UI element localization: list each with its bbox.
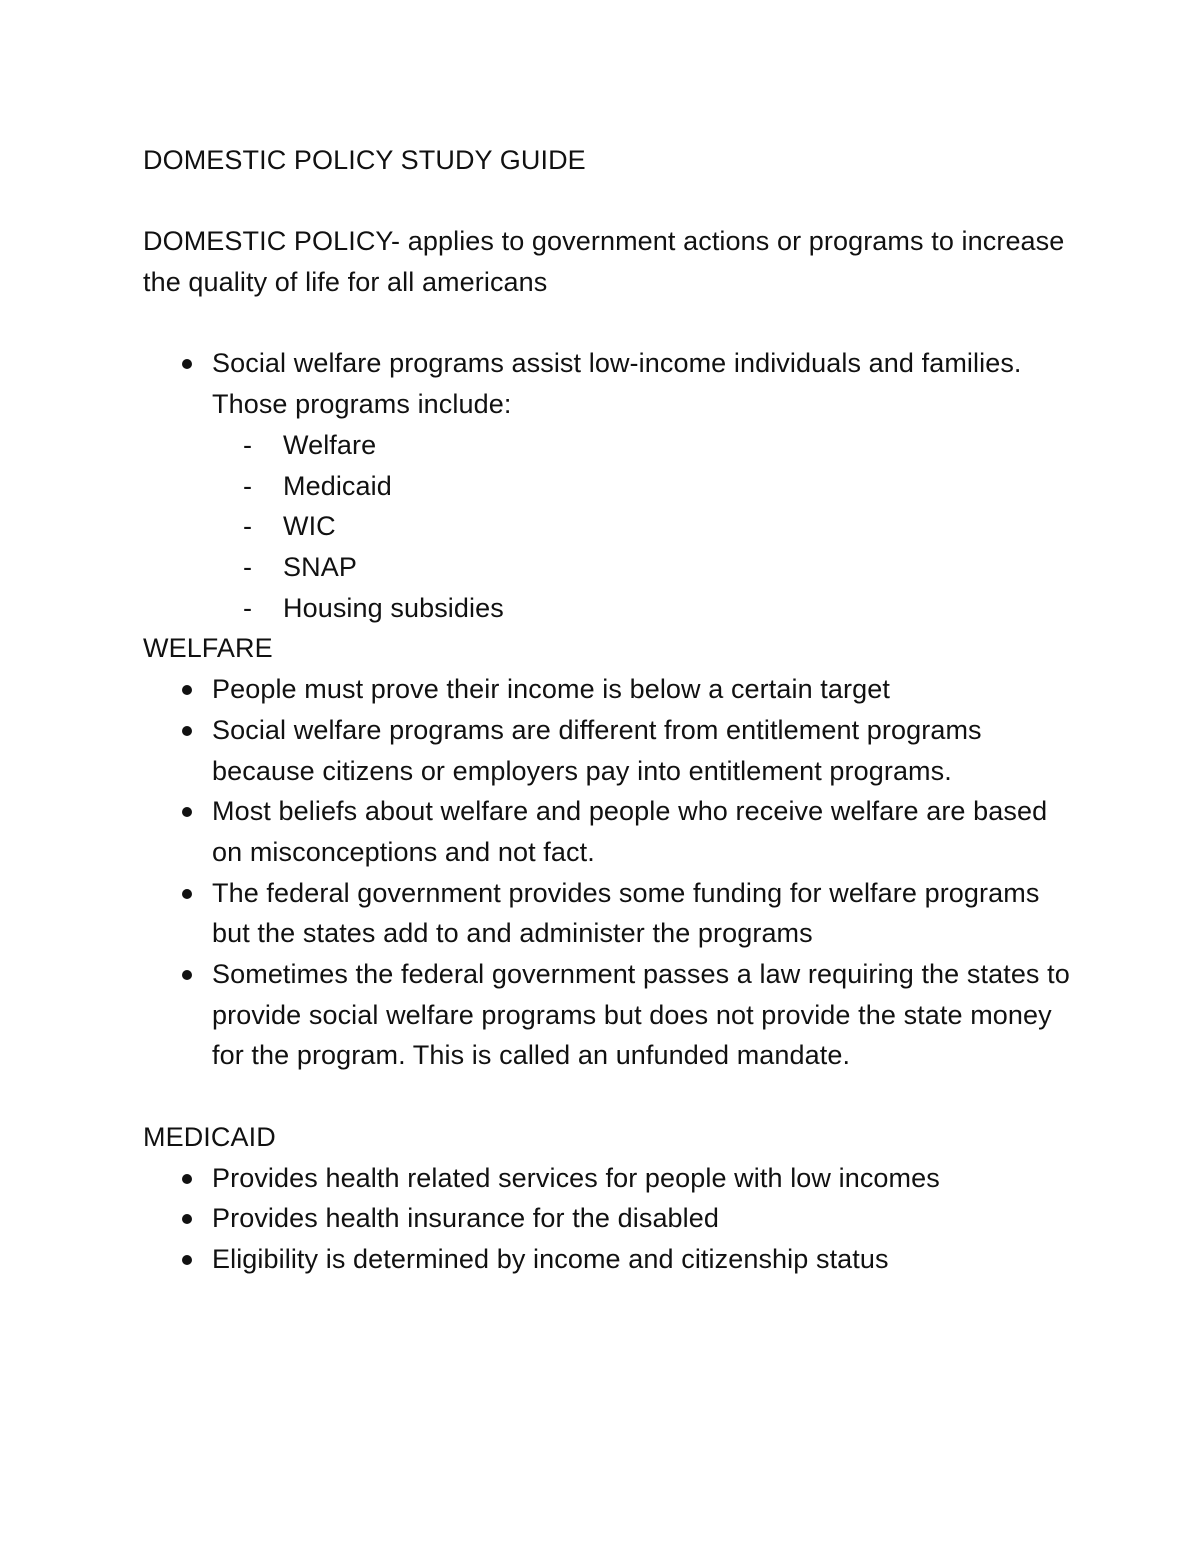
list-item-text: People must prove their income is below a certain target xyxy=(212,674,890,705)
list-item xyxy=(143,1239,1083,1280)
list-item-text: Most beliefs about welfare and people who receive welfare are based on misconceptions and not fact. xyxy=(212,796,1048,867)
program-name: Welfare xyxy=(283,429,377,460)
programs-list xyxy=(212,425,1083,629)
list-item xyxy=(212,588,1083,629)
list-item xyxy=(212,547,1083,588)
list-item xyxy=(143,343,1083,628)
intro-list xyxy=(143,343,1083,628)
bullet-icon xyxy=(182,359,192,369)
spacer xyxy=(143,181,1083,222)
list-item-text: Social welfare programs are different from entitlement programs because citizens or employers pay into entitlement programs. xyxy=(212,714,982,786)
spacer xyxy=(143,1076,1083,1117)
program-name: Medicaid xyxy=(283,470,392,501)
section-heading-medicaid: MEDICAID xyxy=(143,1121,276,1152)
bullet-icon xyxy=(182,726,192,736)
list-item xyxy=(143,1158,1083,1199)
bullet-icon xyxy=(182,1214,192,1224)
program-name: SNAP xyxy=(283,552,357,582)
medicaid-list xyxy=(143,1158,1083,1280)
list-item-text: The federal government provides some funding for welfare programs but the states add to and administer the programs xyxy=(212,877,1040,949)
list-item xyxy=(143,954,1083,1076)
list-item xyxy=(212,506,1083,547)
list-item xyxy=(143,669,1083,710)
list-item xyxy=(212,425,1083,466)
bullet-icon xyxy=(182,970,192,980)
list-item-text: Provides health insurance for the disabled xyxy=(212,1203,720,1234)
definition-paragraph: DOMESTIC POLICY- applies to government actions or programs to increase the quality of life for all americans xyxy=(143,226,1065,298)
document-body xyxy=(143,140,1083,1280)
program-name: Housing subsidies xyxy=(283,592,504,623)
list-item xyxy=(143,1198,1083,1239)
document-title: DOMESTIC POLICY STUDY GUIDE xyxy=(143,145,586,175)
bullet-icon xyxy=(182,1174,192,1184)
list-item xyxy=(143,710,1083,791)
bullet-icon xyxy=(182,807,192,817)
list-item-text: Sometimes the federal government passes a law requiring the states to provide social welfare programs but does not provide the state money for the program. This is called an unfunded mandate. xyxy=(212,959,1070,1071)
list-item xyxy=(212,466,1083,507)
dash-icon: - xyxy=(243,552,253,582)
bullet-icon xyxy=(182,1255,192,1265)
section-heading-welfare: WELFARE xyxy=(143,633,273,664)
program-name: WIC xyxy=(283,511,336,542)
list-item-text: Eligibility is determined by income and citizenship status xyxy=(212,1243,889,1274)
list-item-text: Provides health related services for people with low incomes xyxy=(212,1162,940,1193)
welfare-list xyxy=(143,669,1083,1076)
list-item xyxy=(143,873,1083,954)
list-item-text: Social welfare programs assist low-income individuals and families. Those programs include: xyxy=(212,348,1022,420)
spacer xyxy=(143,303,1083,344)
dash-icon: - xyxy=(243,511,253,542)
dash-icon: - xyxy=(243,592,253,623)
bullet-icon xyxy=(182,685,192,695)
list-item xyxy=(143,791,1083,872)
dash-icon: - xyxy=(243,429,253,460)
bullet-icon xyxy=(182,889,192,899)
dash-icon: - xyxy=(243,470,253,501)
